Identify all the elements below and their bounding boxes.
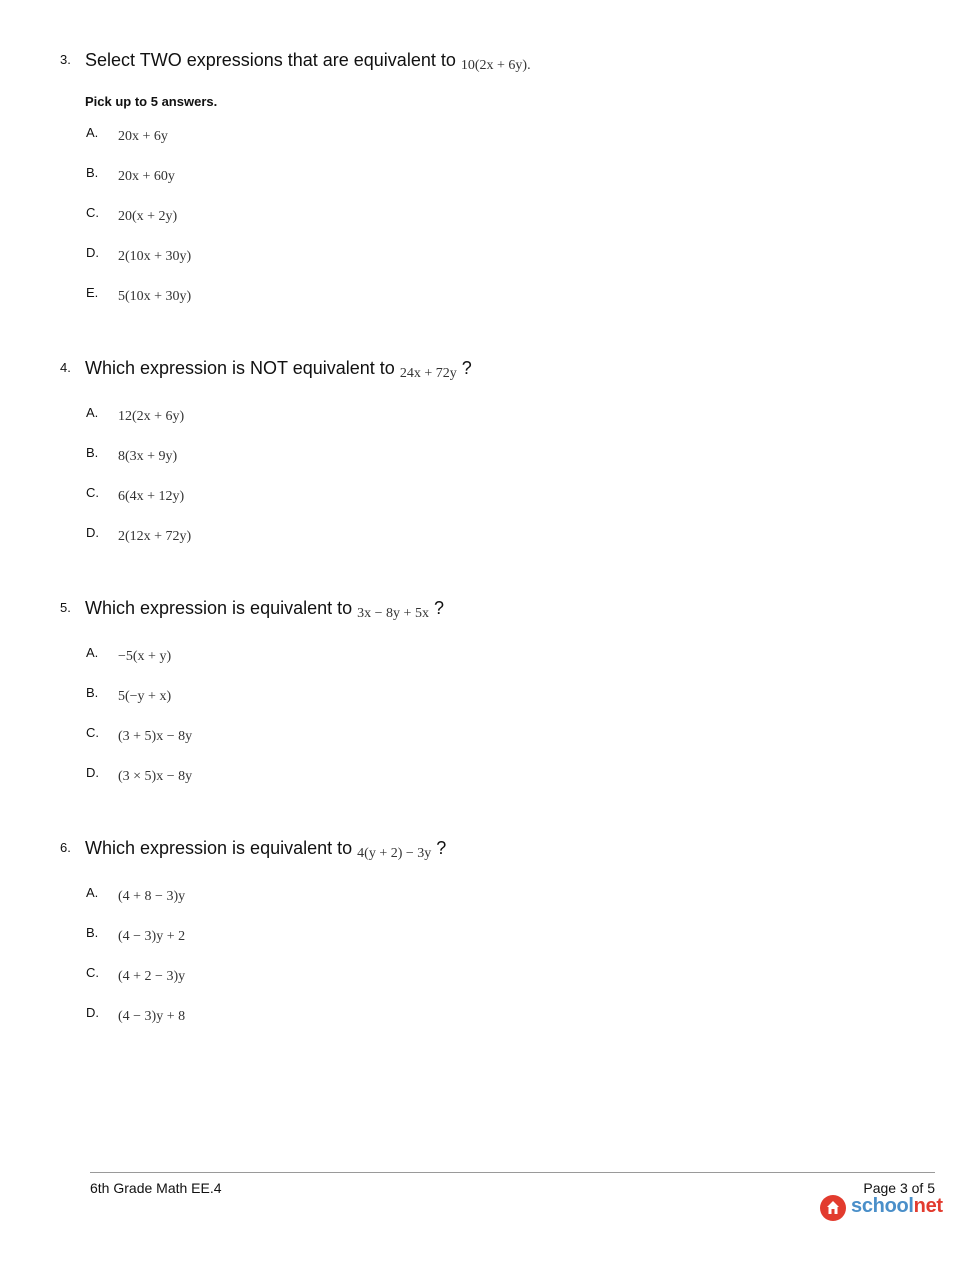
choice-expression: 20(x + 2y) — [118, 209, 178, 224]
choice-3b[interactable] — [0, 165, 979, 195]
question-prompt — [85, 50, 531, 71]
prompt-expression: 3x − 8y + 5x — [357, 606, 429, 621]
choice-4c[interactable] — [0, 485, 979, 515]
choice-3a[interactable] — [0, 125, 979, 155]
prompt-text: Which expression is equivalent to — [85, 838, 353, 858]
choice-expression: 8(3x + 9y) — [118, 449, 178, 464]
choice-6b[interactable] — [0, 925, 979, 955]
choice-5d[interactable] — [0, 765, 979, 795]
choice-letter: C. — [86, 725, 99, 740]
choice-expression: 5(−y + x) — [118, 689, 172, 704]
choice-letter: A. — [86, 125, 99, 140]
house-glyph — [827, 1201, 839, 1215]
footer-divider — [90, 1172, 935, 1173]
choice-letter: D. — [86, 245, 99, 260]
choice-expression: −5(x + y) — [118, 649, 172, 664]
choice-letter: B. — [86, 925, 99, 940]
answer-instruction: Pick up to 5 answers. — [85, 94, 218, 109]
choice-expression: (4 − 3)y + 8 — [118, 1009, 186, 1024]
choice-3e[interactable] — [0, 285, 979, 315]
prompt-suffix: . — [527, 58, 531, 73]
question-number: 3. — [60, 52, 71, 67]
footer-title: 6th Grade Math EE.4 — [90, 1180, 222, 1196]
logo-text-school: school — [851, 1195, 914, 1217]
question-prompt — [85, 358, 472, 379]
prompt-text: Which expression is NOT equivalent to — [85, 358, 395, 378]
prompt-text: Select TWO expressions that are equivalent to — [85, 50, 456, 70]
choice-expression: 20x + 60y — [118, 169, 175, 184]
choice-expression: (4 − 3)y + 2 — [118, 929, 186, 944]
choice-expression: (3 × 5)x − 8y — [118, 769, 193, 784]
choice-letter: B. — [86, 685, 99, 700]
choice-letter: C. — [86, 965, 99, 980]
prompt-text: Which expression is equivalent to — [85, 598, 353, 618]
question-number: 4. — [60, 360, 71, 375]
question-prompt — [85, 838, 446, 859]
prompt-expression: 4(y + 2) − 3y — [357, 846, 432, 861]
choice-4a[interactable] — [0, 405, 979, 435]
prompt-expression: 24x + 72y — [399, 366, 457, 381]
choice-letter: A. — [86, 645, 99, 660]
house-icon — [820, 1195, 846, 1221]
page-indicator: Page 3 of 5 — [863, 1180, 935, 1196]
choice-letter: A. — [86, 405, 99, 420]
choice-letter: D. — [86, 1005, 99, 1020]
choice-expression: (4 + 8 − 3)y — [118, 889, 186, 904]
choice-6d[interactable] — [0, 1005, 979, 1035]
choice-expression: 20x + 6y — [118, 129, 168, 144]
choice-letter: D. — [86, 765, 99, 780]
choice-expression: (4 + 2 − 3)y — [118, 969, 186, 984]
choice-6a[interactable] — [0, 885, 979, 915]
schoolnet-logo — [820, 1195, 943, 1223]
question-number: 5. — [60, 600, 71, 615]
choice-expression: 5(10x + 30y) — [118, 289, 192, 304]
choice-5a[interactable] — [0, 645, 979, 675]
choice-expression: (3 + 5)x − 8y — [118, 729, 193, 744]
choice-3c[interactable] — [0, 205, 979, 235]
choice-5c[interactable] — [0, 725, 979, 755]
choice-letter: D. — [86, 525, 99, 540]
choice-letter: E. — [86, 285, 99, 300]
prompt-suffix: ? — [461, 358, 472, 378]
choice-expression: 2(10x + 30y) — [118, 249, 192, 264]
prompt-expression: 10(2x + 6y) — [460, 58, 528, 73]
prompt-suffix: ? — [433, 598, 444, 618]
choice-5b[interactable] — [0, 685, 979, 715]
logo-text-net: net — [913, 1195, 943, 1217]
choice-expression: 12(2x + 6y) — [118, 409, 185, 424]
choice-letter: B. — [86, 165, 99, 180]
logo-wordmark — [851, 1195, 943, 1218]
choice-3d[interactable] — [0, 245, 979, 275]
prompt-suffix: ? — [436, 838, 447, 858]
choice-letter: B. — [86, 445, 99, 460]
question-prompt — [85, 598, 444, 619]
choice-4b[interactable] — [0, 445, 979, 475]
choice-letter: C. — [86, 485, 99, 500]
question-number: 6. — [60, 840, 71, 855]
choice-letter: C. — [86, 205, 99, 220]
choice-expression: 2(12x + 72y) — [118, 529, 192, 544]
choice-4d[interactable] — [0, 525, 979, 555]
choice-expression: 6(4x + 12y) — [118, 489, 185, 504]
choice-6c[interactable] — [0, 965, 979, 995]
choice-letter: A. — [86, 885, 99, 900]
